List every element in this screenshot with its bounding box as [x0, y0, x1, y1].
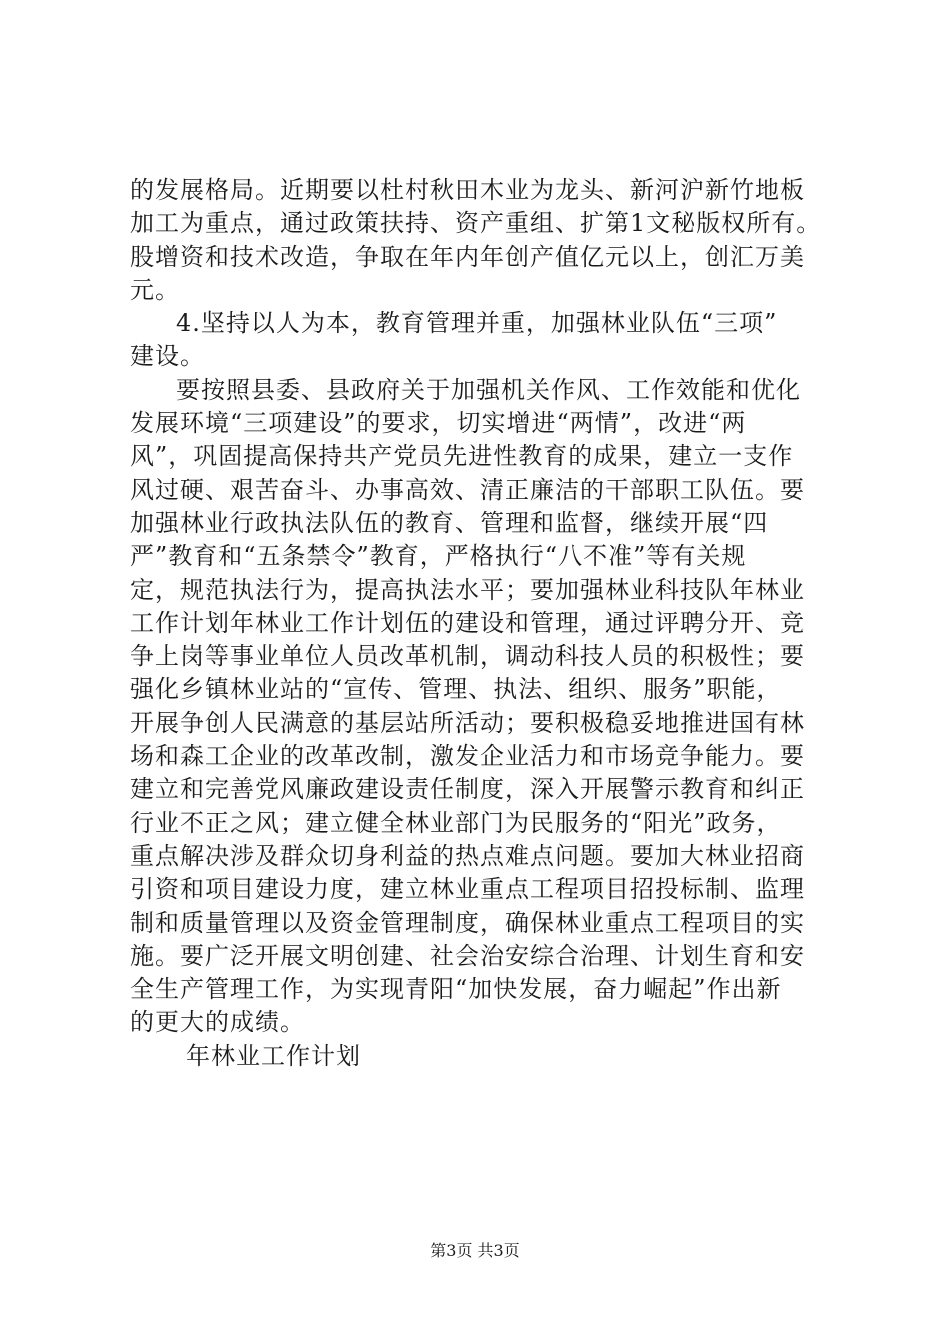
text-line: 元。 — [130, 275, 180, 304]
text-line: 加强林业行政执法队伍的教育、管理和监督，继续开展“四 — [130, 508, 769, 537]
text-line: 行业不正之风；建立健全林业部门为民服务的“阳光”政务， — [130, 808, 782, 837]
text-line: 严”教育和“五条禁令”教育，严格执行“八不准”等有关规 — [130, 542, 747, 571]
text-line: 开展争创人民满意的基层站所活动；要积极稳妥地推进国有林 — [130, 708, 805, 737]
text-line: 重点解决涉及群众切身利益的热点难点问题。要加大林业招商 — [130, 841, 805, 870]
text-line: 建立和完善党风廉政建设责任制度，深入开展警示教育和纠正 — [130, 775, 805, 804]
text-line: 的更大的成绩。 — [130, 1008, 305, 1037]
text-line: 风”，巩固提高保持共产党员先进性教育的成果，建立一支作 — [130, 442, 794, 471]
document-body — [130, 174, 830, 1073]
paragraph-start: 要按照县委、县政府关于加强机关作风、工作效能和优化 — [176, 375, 801, 404]
text-line: 施。要广泛开展文明创建、社会治安综合治理、计划生育和安 — [130, 941, 805, 970]
section-heading: 4.坚持以人为本，教育管理并重，加强林业队伍“三项” — [176, 309, 778, 338]
text-line: 引资和项目建设力度，建立林业重点工程项目招投标制、监理 — [130, 875, 805, 904]
text-line: 加工为重点，通过政策扶持、资产重组、扩第1文秘版权所有。 — [130, 209, 822, 238]
text-line: 争上岗等事业单位人员改革机制，调动科技人员的积极性；要 — [130, 642, 805, 671]
text-line: 场和森工企业的改革改制，激发企业活力和市场竞争能力。要 — [130, 742, 805, 771]
text-line: 股增资和技术改造，争取在年内年创产值亿元以上，创汇万美 — [130, 242, 805, 271]
text-line: 制和质量管理以及资金管理制度，确保林业重点工程项目的实 — [130, 908, 805, 937]
text-line: 建设。 — [130, 342, 205, 371]
text-line: 风过硬、艰苦奋斗、办事高效、清正廉洁的干部职工队伍。要 — [130, 475, 805, 504]
text-line: 强化乡镇林业站的“宣传、管理、执法、组织、服务”职能， — [130, 675, 782, 704]
page-number: 第3页 共3页 — [430, 1241, 520, 1260]
text-line: 定，规范执法行为，提高执法水平；要加强林业科技队年林业 — [130, 575, 805, 604]
text-line: 的发展格局。近期要以杜村秋田木业为龙头、新河沪新竹地板 — [130, 176, 805, 204]
text-line: 发展环境“三项建设”的要求，切实增进“两情”，改进“两 — [130, 409, 747, 438]
text-line: 工作计划年林业工作计划伍的建设和管理，通过评聘分开、竞 — [130, 608, 805, 637]
closing-title: 年林业工作计划 — [186, 1041, 361, 1070]
text-line: 全生产管理工作，为实现青阳“加快发展，奋力崛起”作出新 — [130, 975, 782, 1004]
